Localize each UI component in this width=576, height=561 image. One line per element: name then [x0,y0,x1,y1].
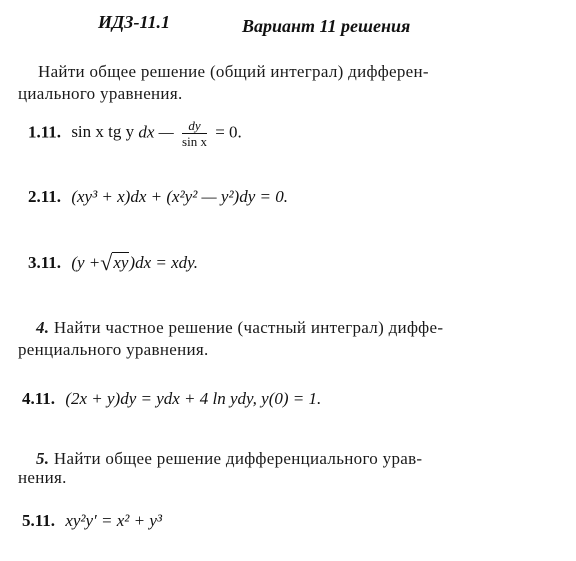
square-root [100,250,129,276]
task5-line1 [36,449,422,469]
equation: xy²y′ = x² + y³ [65,511,162,530]
fraction [182,118,207,149]
problem-3 [28,250,198,276]
task1-line2: циального уравнения. [18,84,183,103]
task-text: Найти общее решение дифференциального урав- [53,449,423,468]
task-number: 5. [36,449,50,468]
equation-part: dx — [138,122,174,142]
problem-number: 1.11. [28,122,62,142]
task4-line2: ренциального уравнения. [18,340,209,359]
equation: (2x + y)dy = ydx + 4 ln ydy, y(0) = 1. [65,389,322,408]
problem-2 [28,187,288,207]
assignment-code: ИДЗ-11.1 [98,12,170,32]
problem-4 [22,389,321,409]
equation-part: )dx = xdy. [129,253,199,272]
fraction-denominator: sin x [182,134,207,149]
task4-line1 [36,318,443,338]
equation-part: (y + [71,253,101,272]
problem-number: 2.11. [28,187,62,206]
task-number: 4. [36,318,50,337]
fraction-numerator: dy [182,118,207,134]
equation: (xy³ + x)dx + (x²y² — y²)dy = 0. [71,187,288,206]
problem-number: 4.11. [22,389,56,408]
problem-1 [28,118,242,149]
variant-title: Вариант 11 решения [242,16,411,36]
radicand: xy [113,253,129,272]
task1-line1: Найти общее решение (общий интеграл) дифферен- [38,62,429,81]
radical-sign-icon: √ [100,250,113,275]
task-text: Найти частное решение (частный интеграл) диффе- [53,318,444,337]
equation-part: sin x tg y [71,122,135,142]
problem-5 [22,511,162,531]
problem-number: 3.11. [28,253,62,272]
task5-line2: нения. [18,468,67,487]
equation-part: = 0. [215,122,242,142]
problem-number: 5.11. [22,511,56,530]
